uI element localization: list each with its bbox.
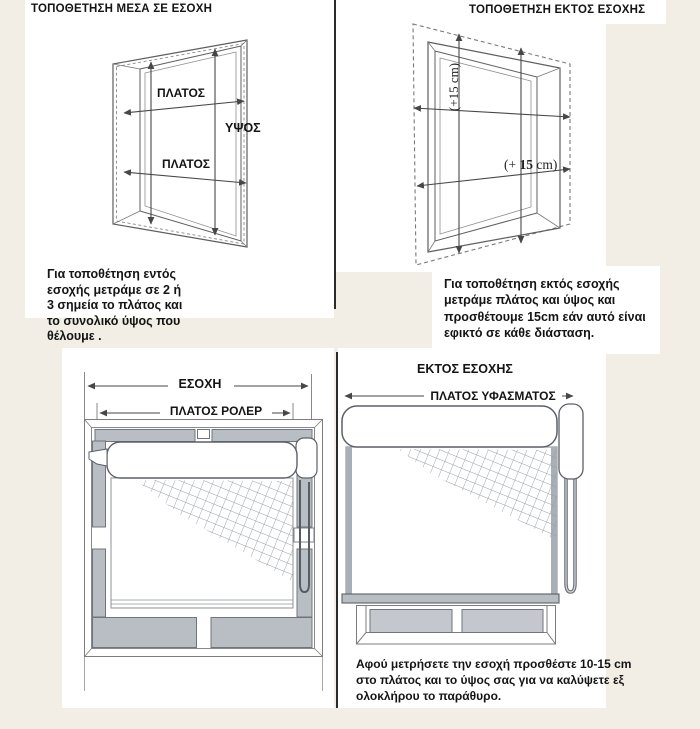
plus15-post: cm) [532,157,558,172]
title-bottom-outside-recess: ΕΚΤΟΣ ΕΣΟΧΗΣ [417,362,513,376]
center-bracket [198,430,210,439]
label-fabric-width: ΠΛΑΤΟΣ ΥΦΑΣΜΑΤΟΣ [424,389,562,403]
note-inside-recess: Για τοποθέτηση εντός εσοχής μετράμε σε 2 ή 3 σημεία το πλάτος και το συνολικό ύψος που θέλουμε . [47,267,183,343]
label-width-top: ΠΛΑΤΟΣ [157,86,205,100]
title-inside-recess: ΤΟΠΟΘΕΤΗΣΗ ΜΕΣΑ ΣΕ ΕΣΟΧΗ [31,3,213,15]
roller-tube [342,406,557,447]
width-arrow-top [414,108,570,117]
clutch-end-cap [559,404,583,479]
bottom-rail [342,594,559,603]
hidden-edge-dashed [117,44,245,245]
plus15-num: 15 [519,157,533,172]
plus15-pre: (+ [504,157,520,172]
roller-inside-recess-drawing [85,372,323,691]
label-plus15-horizontal [504,157,557,173]
label-height: ΥΨΟΣ [225,121,261,135]
label-recess: ΕΣΟΧΗ [178,377,222,391]
roller-end-cap [296,438,317,478]
label-roller-width: ΠΛΑΤΟΣ ΡΟΛΕΡ [160,404,272,418]
note-bottom-right: Αφού μετρήσετε την εσοχή προσθέστε 10-15 cm στο πλάτος και το ύψος σας για να καλύψετε εξ ολοκλήρου το παράθυρο. [356,657,632,703]
title-outside-recess: ΤΟΠΟΘΕΤΗΣΗ ΕΚΤΟΣ ΕΣΟΧΗΣ [469,4,646,16]
window-pane-left [370,610,452,633]
outside-recess-window-drawing [413,24,570,265]
roller-outside-recess-drawing [342,396,583,644]
width-arrow-bottom [124,172,246,183]
fabric-left-hem [346,447,352,595]
width-arrow-top [124,101,244,113]
roller-tube [107,442,297,478]
recess-window-drawing [113,40,247,247]
plus15-dashed-outline [413,24,570,265]
label-plus15-vertical: (+15 cm) [446,62,461,112]
note-outside-recess: Για τοποθέτηση εκτός εσοχής μετράμε πλάτος και ύψος και προσθέτουμε 15cm εάν αυτό είναι εφικτό σε κάθε διάσταση. [444,277,646,340]
label-width-bottom: ΠΛΑΤΟΣ [162,157,210,171]
window-pane-right [462,610,543,633]
chain-guide [294,528,314,542]
wall-lines [85,657,323,691]
